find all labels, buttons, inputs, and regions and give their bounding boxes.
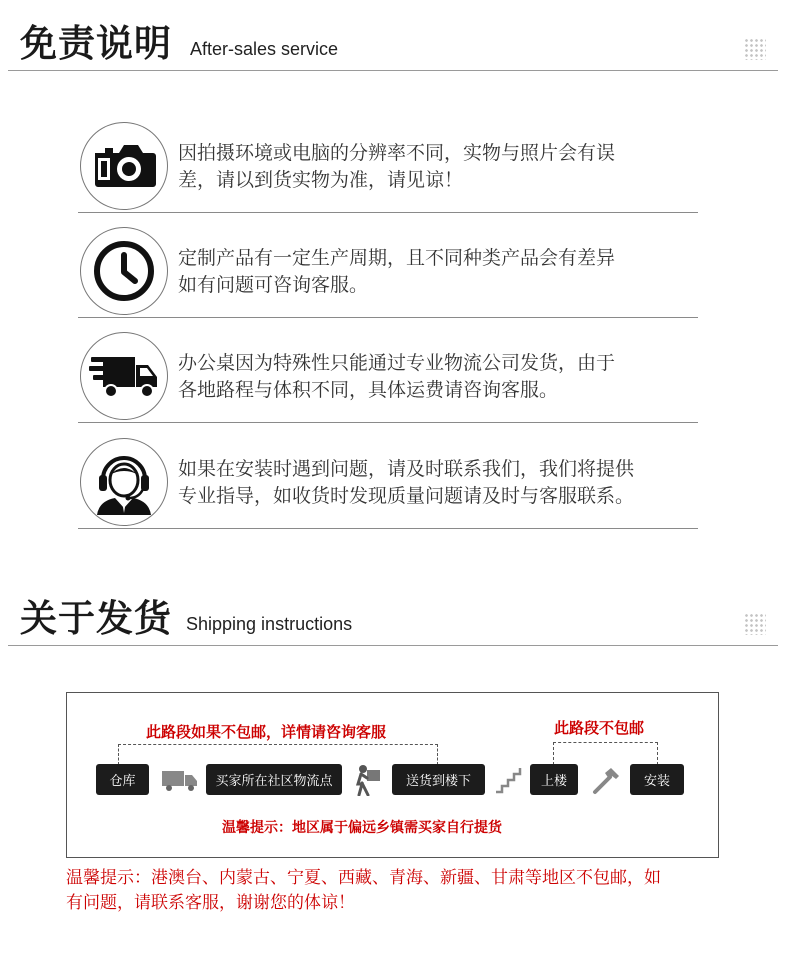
- notice-photo-line1: 因拍摄环境或电脑的分辨率不同，实物与照片会有误: [178, 142, 616, 164]
- truck-icon: [80, 332, 168, 420]
- bottom-tip-line1: 温馨提示：港澳台、内蒙古、宁夏、西藏、青海、新疆、甘肃等地区不包邮，如: [66, 868, 661, 888]
- step-community-logistics-point: 买家所在社区物流点: [206, 764, 342, 795]
- bracket-left: [118, 744, 438, 765]
- dot-grid-icon: [744, 38, 766, 60]
- dot-grid-icon: [744, 613, 766, 635]
- clock-icon: [80, 227, 168, 315]
- notice-installation: [78, 436, 698, 529]
- shipping-box-tip: 温馨提示：地区属于偏远乡镇需买家自行提货: [222, 820, 502, 836]
- notice-logistics: [78, 330, 698, 423]
- notice-logistics-line2: 各地路程与体积不同，具体运费请咨询客服。: [178, 379, 559, 401]
- notice-photo-line2: 差，请以到货实物为准，请见谅！: [178, 169, 464, 191]
- customer-service-icon: [80, 438, 168, 526]
- step-upstairs: 上楼: [530, 764, 578, 795]
- shipping-subtitle: Shipping instructions: [186, 614, 353, 634]
- step-warehouse: 仓库: [96, 764, 149, 795]
- disclaimer-subtitle: After-sales service: [190, 39, 339, 59]
- stairs-icon: [492, 764, 526, 796]
- camera-icon: [80, 122, 168, 210]
- notice-production-line1: 定制产品有一定生产周期，且不同种类产品会有差异: [178, 247, 616, 269]
- notice-production: [78, 225, 698, 318]
- step-installation: 安装: [630, 764, 684, 795]
- notice-production-line2: 如有问题可咨询客服。: [178, 274, 369, 296]
- hammer-icon: [588, 764, 624, 796]
- notice-installation-line2: 专业指导，如收货时发现质量问题请及时与客服联系。: [178, 485, 635, 507]
- shipping-label-left: 此路段如果不包邮，详情请咨询客服: [146, 723, 387, 741]
- notice-photo: [78, 120, 698, 213]
- carrying-person-icon: [352, 764, 386, 796]
- disclaimer-title: 免责说明: [20, 21, 172, 65]
- step-deliver-downstairs: 送货到楼下: [392, 764, 485, 795]
- small-truck-icon: [160, 764, 200, 796]
- shipping-header: [8, 575, 778, 646]
- bottom-tip-line2: 有问题，请联系客服，谢谢您的体谅！: [66, 893, 355, 913]
- bracket-right: [553, 742, 658, 765]
- shipping-title: 关于发货: [20, 596, 172, 640]
- notice-installation-line1: 如果在安装时遇到问题，请及时联系我们，我们将提供: [178, 458, 635, 480]
- disclaimer-header: [8, 0, 778, 71]
- notice-logistics-line1: 办公桌因为特殊性只能通过专业物流公司发货，由于: [178, 352, 616, 374]
- shipping-label-right: 此路段不包邮: [554, 719, 645, 737]
